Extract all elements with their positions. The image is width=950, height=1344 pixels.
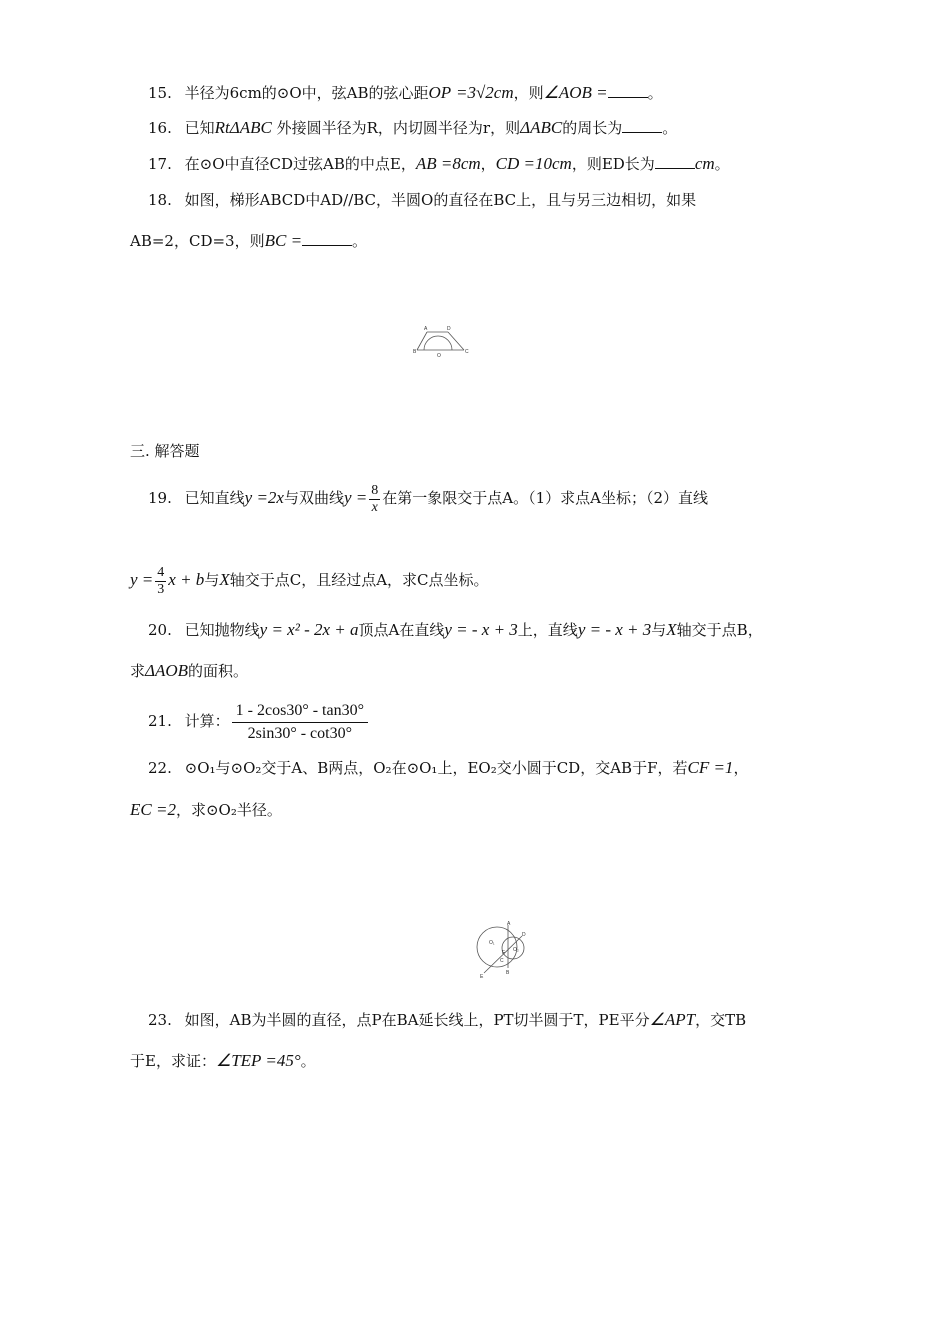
trapezoid-semicircle-figure xyxy=(412,322,472,360)
question-18-cont xyxy=(130,230,367,252)
label-a: A xyxy=(424,326,428,332)
label-o: O xyxy=(437,353,441,359)
math-bc: BC = xyxy=(264,231,303,250)
question-number: 22. xyxy=(148,759,172,777)
label-e: E xyxy=(480,974,484,980)
question-text: 求 xyxy=(130,662,146,680)
math-cd: CD =10cm xyxy=(495,154,572,173)
end-mark: 。 xyxy=(662,119,678,137)
math-axis: X xyxy=(666,620,677,639)
math-ec: EC =2 xyxy=(130,800,176,819)
two-circles-figure xyxy=(472,918,534,982)
label-f: F xyxy=(502,950,506,956)
question-text: 如图，梯形ABCD中AD//BC，半圆O的直径在BC上，且与另三边相切，如果 xyxy=(184,191,697,209)
math-axis: X xyxy=(219,570,230,589)
label-b: B xyxy=(413,349,417,355)
question-22-cont xyxy=(130,799,282,821)
question-20 xyxy=(148,619,763,641)
question-text: ，求⊙O₂半径。 xyxy=(175,801,282,819)
math-angle: ∠AOB = xyxy=(543,83,608,102)
label-c: C xyxy=(465,349,469,355)
question-text: ， xyxy=(733,759,749,777)
fraction: $\frac{8}{x}$ xyxy=(371,482,379,515)
question-text: 已知抛物线 xyxy=(184,621,260,639)
question-21 xyxy=(148,697,370,745)
math-op: OP xyxy=(428,83,452,102)
math-line: y = - x + 3 xyxy=(577,620,652,639)
fraction: $\frac{4}{3}$ xyxy=(157,564,165,597)
math-line: y =2x xyxy=(244,488,284,507)
math-triangle: ΔAOB xyxy=(145,661,189,680)
math-cf: CF =1 xyxy=(687,758,734,777)
end-mark: 。 xyxy=(714,155,730,173)
question-number: 16. xyxy=(148,119,172,137)
math-angle: ∠TEP =45° xyxy=(215,1051,301,1070)
question-text: ，则ED长为 xyxy=(571,155,655,173)
math-unit: cm xyxy=(694,154,715,173)
question-15 xyxy=(148,82,663,104)
math-triangle: ΔABC xyxy=(520,118,563,137)
question-number: 20. xyxy=(148,621,172,639)
math-ab: AB =8cm xyxy=(415,154,481,173)
math-angle: ∠APT xyxy=(649,1010,696,1029)
math-triangle: RtΔABC xyxy=(214,118,272,137)
answer-blank[interactable] xyxy=(622,118,662,133)
question-16 xyxy=(148,117,677,139)
label-o1: O₁ xyxy=(489,940,495,946)
question-text: ⊙O₁与⊙O₂交于A、B两点，O₂在⊙O₁上，EO₂交小圆于CD，交AB于F，若 xyxy=(184,759,688,777)
math-hyperbola: y = xyxy=(343,488,368,507)
math-term: x + b xyxy=(168,570,205,589)
label-d: D xyxy=(447,326,451,332)
question-text: 轴交于点B， xyxy=(676,621,763,639)
line-dc xyxy=(448,332,464,350)
question-text: ，则 xyxy=(513,84,544,102)
question-17 xyxy=(148,153,730,175)
math-line-2: y = xyxy=(130,570,154,589)
question-text: 半径为6cm的⊙O中，弦AB的弦心距 xyxy=(184,84,429,102)
line-ab xyxy=(417,332,427,350)
label-c: C xyxy=(500,958,504,964)
question-20-cont xyxy=(130,660,248,682)
label-b: B xyxy=(506,970,510,976)
question-text: 已知直线 xyxy=(184,489,245,507)
question-number: 23. xyxy=(148,1011,172,1029)
question-number: 18. xyxy=(148,191,172,209)
question-text: 的面积。 xyxy=(188,662,249,680)
question-text: 在⊙O中直径CD过弦AB的中点E， xyxy=(184,155,416,173)
section-heading: 三. 解答题 xyxy=(130,442,200,460)
question-text: 在第一象限交于点A。（1）求点A坐标；（2）直线 xyxy=(382,489,709,507)
question-text: 上，直线 xyxy=(517,621,578,639)
question-19-cont xyxy=(130,560,489,600)
answer-blank[interactable] xyxy=(655,154,695,169)
question-text: 计算： xyxy=(184,712,230,730)
question-23-cont xyxy=(130,1050,316,1072)
question-text: AB=2，CD=3，则 xyxy=(130,232,265,250)
question-22 xyxy=(148,757,748,779)
question-text: 如图，AB为半圆的直径，点P在BA延长线上，PT切半圆于T，PE平分 xyxy=(184,1011,650,1029)
question-23 xyxy=(148,1009,746,1031)
question-19 xyxy=(148,478,708,518)
question-text: 外接圆半径为R，内切圆半径为r，则 xyxy=(276,119,521,137)
label-a: A xyxy=(507,921,511,927)
question-text: 于E，求证： xyxy=(130,1052,216,1070)
question-text: 已知 xyxy=(184,119,215,137)
answer-blank[interactable] xyxy=(302,231,352,246)
question-text: ，交TB xyxy=(695,1011,747,1029)
question-number: 21. xyxy=(148,712,172,730)
label-o2: O₂ xyxy=(513,947,519,953)
math-length: =3√2cm xyxy=(455,83,514,102)
trig-fraction: $\frac{1 - 2\cos 30^\circ - \tan 30^\circ}{2\sin 30^\circ - \cot 30^\circ}$ xyxy=(232,700,368,745)
question-text: 顶点A在直线 xyxy=(358,621,445,639)
question-text: ， xyxy=(480,155,496,173)
label-d: D xyxy=(522,932,526,938)
question-18 xyxy=(148,189,696,211)
end-mark: 。 xyxy=(352,232,368,250)
question-text: 轴交于点C，且经过点A，求C点坐标。 xyxy=(229,571,489,589)
math-line: y = - x + 3 xyxy=(444,620,518,639)
question-number: 15. xyxy=(148,84,172,102)
answer-blank[interactable] xyxy=(608,83,648,98)
question-text: 与 xyxy=(204,571,220,589)
question-number: 17. xyxy=(148,155,172,173)
math-parabola: y = x² - 2x + a xyxy=(259,620,359,639)
end-mark: 。 xyxy=(300,1052,316,1070)
semicircle xyxy=(424,336,452,350)
question-text: 的周长为 xyxy=(562,119,623,137)
question-text: 与 xyxy=(651,621,667,639)
end-mark: 。 xyxy=(647,84,663,102)
question-text: 与双曲线 xyxy=(283,489,344,507)
question-number: 19. xyxy=(148,489,172,507)
